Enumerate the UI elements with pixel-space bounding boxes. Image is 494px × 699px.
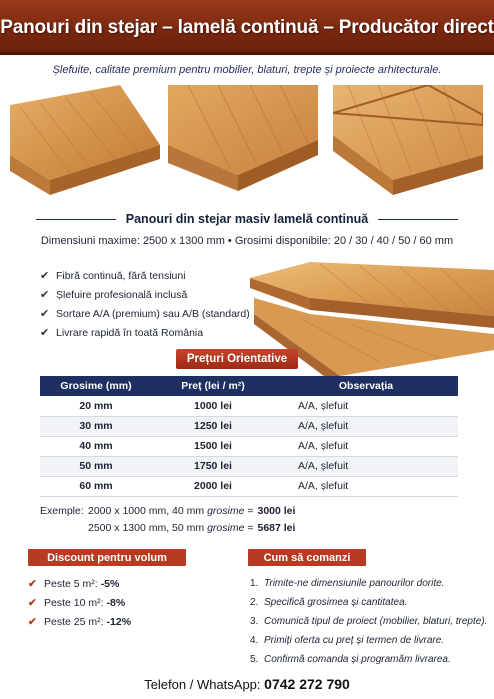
cell-notes: A/A, șlefuit	[274, 456, 458, 476]
cell-price: 1500 lei	[152, 436, 274, 456]
discount-label: Peste 10 m²:	[44, 596, 104, 609]
header-price: Preț (lei / m²)	[152, 376, 274, 396]
oak-panel-photo-2	[168, 85, 318, 195]
divider	[378, 219, 458, 220]
oak-panel-photo-3	[333, 85, 483, 195]
contact-line	[0, 676, 494, 692]
cell-notes: A/A, șlefuit	[274, 476, 458, 496]
order-steps	[250, 574, 487, 669]
example-value: 3000 lei	[257, 504, 296, 517]
example-dims: 2000 x 1000 mm, 40 mm	[88, 504, 205, 517]
check-icon: ✔	[28, 615, 37, 628]
feature-item	[40, 304, 260, 323]
step-number: 3.	[250, 616, 259, 627]
discount-value: -8%	[106, 596, 126, 609]
feature-text: Livrare rapidă în toată România	[56, 326, 204, 339]
cell-price: 2000 lei	[152, 476, 274, 496]
step-number: 4.	[250, 635, 259, 646]
order-step	[250, 650, 487, 669]
order-step	[250, 612, 487, 631]
price-examples	[40, 502, 295, 536]
section-title: Panouri din stejar masiv lamelă continuă	[125, 212, 369, 226]
discount-title: Discount pentru volum	[28, 549, 186, 566]
table-header-row	[40, 376, 458, 396]
example-row	[40, 502, 295, 519]
order-step	[250, 631, 487, 650]
table-row	[40, 456, 458, 476]
cell-thickness: 20 mm	[40, 396, 152, 416]
feature-item	[40, 266, 260, 285]
cell-price: 1250 lei	[152, 416, 274, 436]
step-number: 2.	[250, 597, 259, 608]
examples-label: Exemple:	[40, 504, 84, 517]
table-row	[40, 396, 458, 416]
step-text: Confirmă comanda și programăm livrarea.	[264, 654, 451, 665]
discount-list	[28, 574, 131, 631]
cell-price: 1000 lei	[152, 396, 274, 416]
cell-notes: A/A, șlefuit	[274, 416, 458, 436]
header-thickness: Grosime (mm)	[40, 376, 152, 396]
divider	[36, 219, 116, 220]
section-heading	[0, 209, 494, 229]
price-table	[40, 376, 458, 497]
feature-item	[40, 323, 260, 342]
header-notes: Observația	[274, 376, 458, 396]
step-number: 1.	[250, 578, 259, 589]
step-text: Specifică grosimea și cantitatea.	[264, 597, 408, 608]
cell-price: 1750 lei	[152, 456, 274, 476]
feature-text: Sortare A/A (premium) sau A/B (standard)	[56, 307, 250, 320]
page-title: Panouri din stejar – lamelă continuă – Producător direct	[0, 16, 494, 38]
phone-number[interactable]: 0742 272 790	[264, 676, 350, 692]
step-number: 5.	[250, 654, 259, 665]
cell-thickness: 60 mm	[40, 476, 152, 496]
example-row	[40, 519, 295, 536]
product-photos	[0, 85, 494, 195]
check-icon: ✔	[40, 289, 50, 301]
check-icon: ✔	[40, 327, 50, 339]
contact-label: Telefon / WhatsApp:	[144, 677, 261, 692]
step-text: Primiți oferta cu preț și termen de livrare.	[264, 635, 445, 646]
discount-item	[28, 612, 131, 631]
discount-label: Peste 25 m²:	[44, 615, 104, 628]
table-row	[40, 476, 458, 496]
step-text: Comunică tipul de proiect (mobilier, blaturi, trepte).	[264, 616, 488, 627]
feature-text: Fibră continuă, fără tensiuni	[56, 269, 186, 282]
dimensions-text: Dimensiuni maxime: 2500 x 1300 mm • Grosimi disponibile: 20 / 30 / 40 / 50 / 60 mm	[40, 235, 454, 247]
discount-value: -12%	[106, 615, 132, 628]
check-icon: ✔	[40, 270, 50, 282]
example-eq: =	[247, 504, 254, 517]
prices-badge: Prețuri Orientative	[176, 349, 298, 369]
cell-thickness: 30 mm	[40, 416, 152, 436]
example-word: grosime	[207, 504, 245, 517]
order-step	[250, 593, 487, 612]
discount-label: Peste 5 m²:	[44, 577, 98, 590]
discount-item	[28, 574, 131, 593]
feature-list	[40, 266, 260, 342]
check-icon: ✔	[28, 577, 37, 590]
example-value: 5687 lei	[257, 521, 296, 534]
discount-value: -5%	[100, 577, 120, 590]
check-icon: ✔	[40, 308, 50, 320]
example-eq: =	[247, 521, 254, 534]
check-icon: ✔	[28, 596, 37, 609]
example-dims: 2500 x 1300 mm, 50 mm	[88, 521, 205, 534]
feature-item	[40, 285, 260, 304]
oak-panel-photo-1	[10, 85, 160, 195]
cell-notes: A/A, șlefuit	[274, 436, 458, 456]
cell-thickness: 50 mm	[40, 456, 152, 476]
table-row	[40, 436, 458, 456]
feature-text: Șlefuire profesională inclusă	[56, 288, 188, 301]
subtitle: Șlefuite, calitate premium pentru mobilier, blaturi, trepte și proiecte arhitecturale.	[52, 64, 442, 76]
order-step	[250, 574, 487, 593]
order-title: Cum să comanzi	[248, 549, 366, 566]
cell-notes: A/A, șlefuit	[274, 396, 458, 416]
header-banner	[0, 0, 494, 55]
table-row	[40, 416, 458, 436]
discount-item	[28, 593, 131, 612]
step-text: Trimite-ne dimensiunile panourilor dorite.	[264, 578, 445, 589]
example-word: grosime	[207, 521, 245, 534]
cell-thickness: 40 mm	[40, 436, 152, 456]
